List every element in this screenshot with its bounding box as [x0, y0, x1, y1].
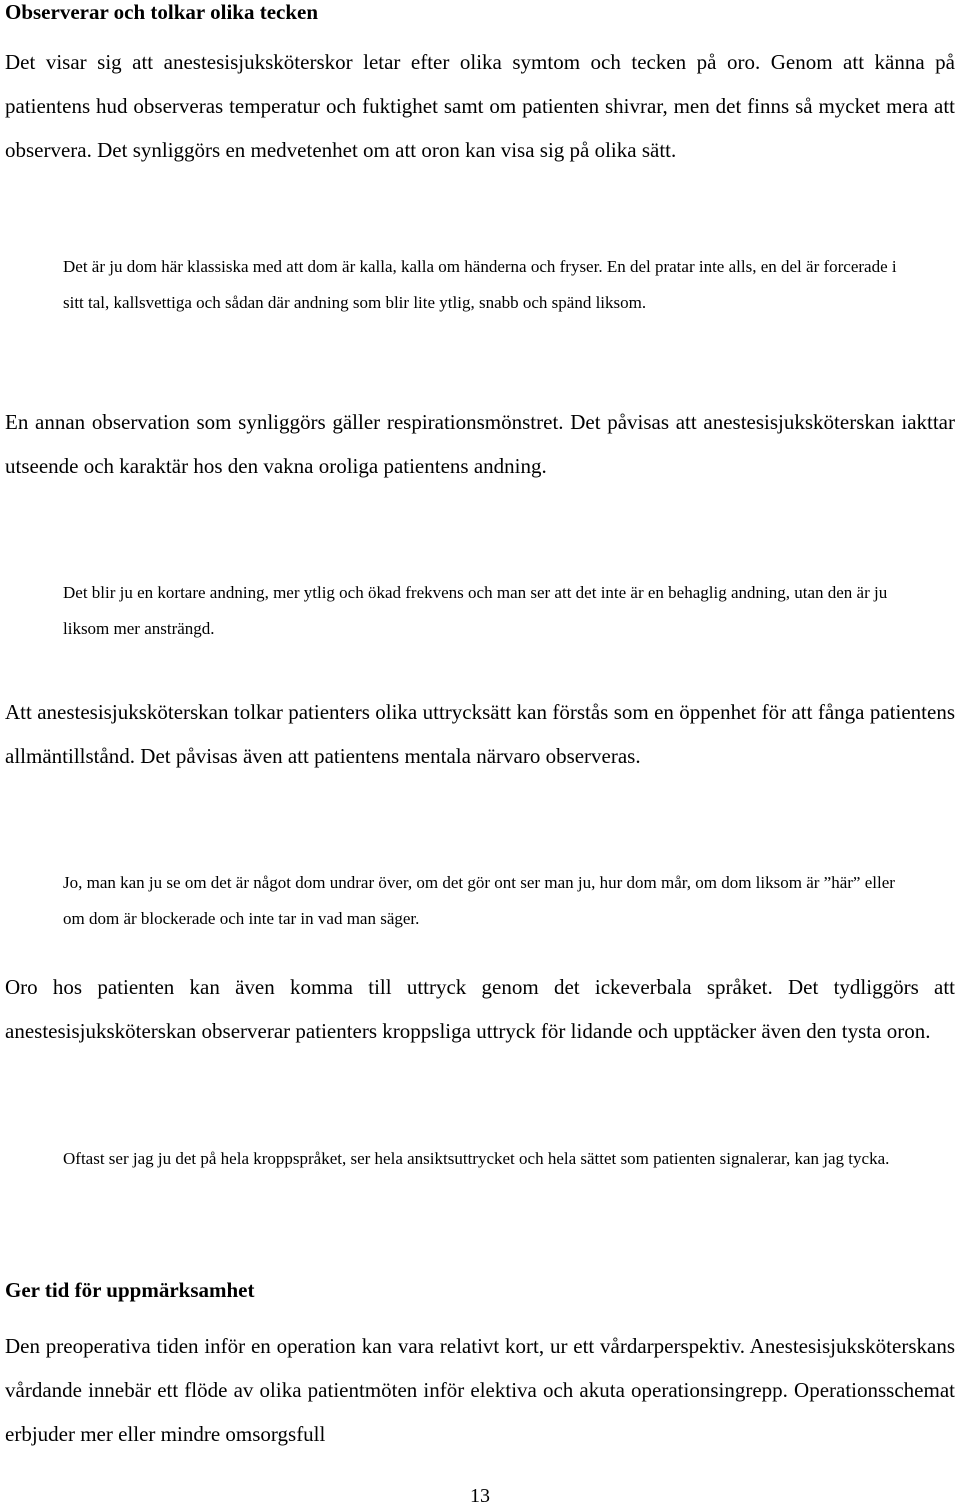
interview-quote: Oftast ser jag ju det på hela kroppspråket, ser hela ansiktsuttrycket och hela sättet som patienten signalerar, kan jag tycka. [63, 1149, 890, 1168]
page-number: 13 [470, 1485, 490, 1507]
section-heading: Observerar och tolkar olika tecken [5, 0, 319, 24]
interview-quote: Det är ju dom här klassiska med att dom är kalla, kalla om händerna och fryser. En del pratar inte alls, en del är forcerade i sitt tal, kallsvettiga och sådan där andning som blir lite ytlig, snabb och spänd liksom. [63, 257, 897, 312]
body-paragraph: Att anestesisjuksköterskan tolkar patienters olika uttrycksätt kan förstås som en öppenhet för att fånga patientens allmäntillstånd. Det påvisas även att patientens mentala närvaro observeras. [5, 700, 955, 768]
interview-quote: Jo, man kan ju se om det är något dom undrar över, om det gör ont ser man ju, hur dom mår, om dom liksom är ”här” eller om dom är blockerade och inte tar in vad man säger. [63, 873, 895, 928]
body-paragraph: Det visar sig att anestesisjuksköterskor letar efter olika symtom och tecken på oro. Genom att känna på patientens hud observeras temperatur och fuktighet samt om patienten shivrar, men det finns så mycket mera att observera. Det synliggörs en medvetenhet om att oron kan visa sig på olika sätt. [5, 50, 955, 162]
interview-quote: Det blir ju en kortare andning, mer ytlig och ökad frekvens och man ser att det inte är en behaglig andning, utan den är ju liksom mer ansträngd. [63, 583, 888, 638]
body-paragraph: En annan observation som synliggörs gäller respirationsmönstret. Det påvisas att anestesisjuksköterskan iakttar utseende och karaktär hos den vakna oroliga patientens andning. [5, 410, 955, 478]
body-paragraph: Den preoperativa tiden inför en operation kan vara relativt kort, ur ett vårdarperspektiv. Anestesisjuksköterskans vårdande innebär ett flöde av olika patientmöten inför elektiva och akuta operationsingrepp. Operationsschemat erbjuder mer eller mindre omsorgsfull [5, 1334, 955, 1446]
section-heading: Ger tid för uppmärksamhet [5, 1278, 255, 1302]
body-paragraph: Oro hos patienten kan även komma till uttryck genom det ickeverbala språket. Det tydliggörs att anestesisjuksköterskan observerar patienters kroppsliga uttryck för lidande och upptäcker även den tysta oron. [5, 975, 955, 1043]
